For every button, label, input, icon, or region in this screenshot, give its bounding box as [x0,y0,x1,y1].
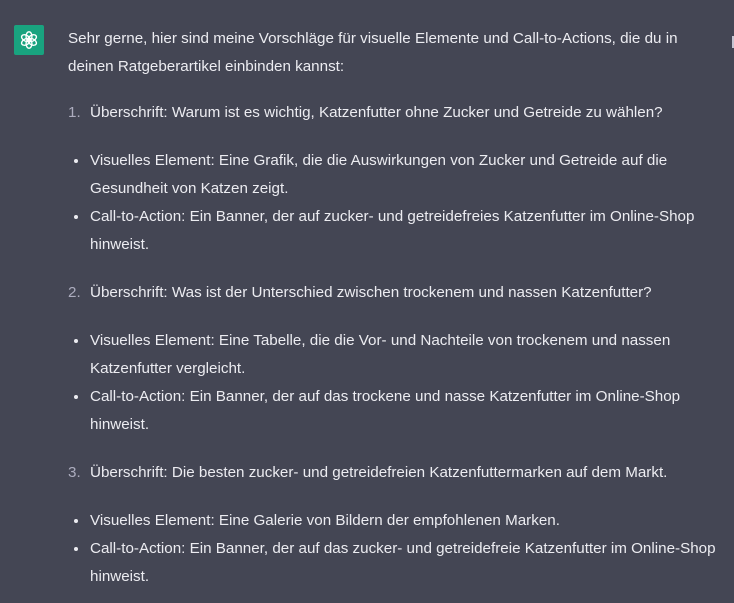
list-item [68,383,718,439]
heading-text: Überschrift: Warum ist es wichtig, Katzenfutter ohne Zucker und Getreide zu wählen? [90,104,663,121]
section-3 [68,459,718,591]
bullet-text: Call-to-Action: Ein Banner, der auf das zucker- und getreidefreie Katzenfutter im Online-Shop hinweist. [90,540,716,585]
bullet-list [68,507,718,591]
bullet-icon [74,519,78,523]
section-heading [68,459,718,487]
bullet-list [68,327,718,439]
heading-text: Überschrift: Die besten zucker- und getreidefreien Katzenfuttermarken auf dem Markt. [90,464,668,481]
list-number: 3. [68,464,81,481]
bullet-icon [74,395,78,399]
section-heading [68,279,718,307]
list-item [68,327,718,383]
list-item [68,147,718,203]
heading-text: Überschrift: Was ist der Unterschied zwischen trockenem und nassen Katzenfutter? [90,284,652,301]
bullet-text: Visuelles Element: Eine Tabelle, die die Vor- und Nachteile von trockenem und nassen Katzenfutter vergleicht. [90,332,671,377]
bullet-text: Visuelles Element: Eine Galerie von Bildern der empfohlenen Marken. [90,512,560,529]
message-intro: Sehr gerne, hier sind meine Vorschläge für visuelle Elemente und Call-to-Actions, die du in deinen Ratgeberartikel einbinden kannst: [68,30,678,75]
section-2 [68,279,718,439]
bullet-icon [74,215,78,219]
bullet-icon [74,159,78,163]
bullet-list [68,147,718,259]
bullet-text: Call-to-Action: Ein Banner, der auf zucker- und getreidefreies Katzenfutter im Online-Shop hinweist. [90,208,695,253]
bullet-icon [74,547,78,551]
section-1 [68,99,718,259]
list-item [68,507,718,535]
bullet-icon [74,339,78,343]
list-item [68,535,718,591]
section-heading [68,99,718,127]
bullet-text: Call-to-Action: Ein Banner, der auf das trockene und nasse Katzenfutter im Online-Shop hinweist. [90,388,681,433]
bullet-text: Visuelles Element: Eine Grafik, die die Auswirkungen von Zucker und Getreide auf die Gesundheit von Katzen zeigt. [90,152,668,197]
list-number: 2. [68,284,81,301]
openai-logo-icon [18,29,40,51]
list-number: 1. [68,104,81,121]
assistant-message [68,25,718,603]
assistant-avatar [14,25,44,55]
list-item [68,203,718,259]
